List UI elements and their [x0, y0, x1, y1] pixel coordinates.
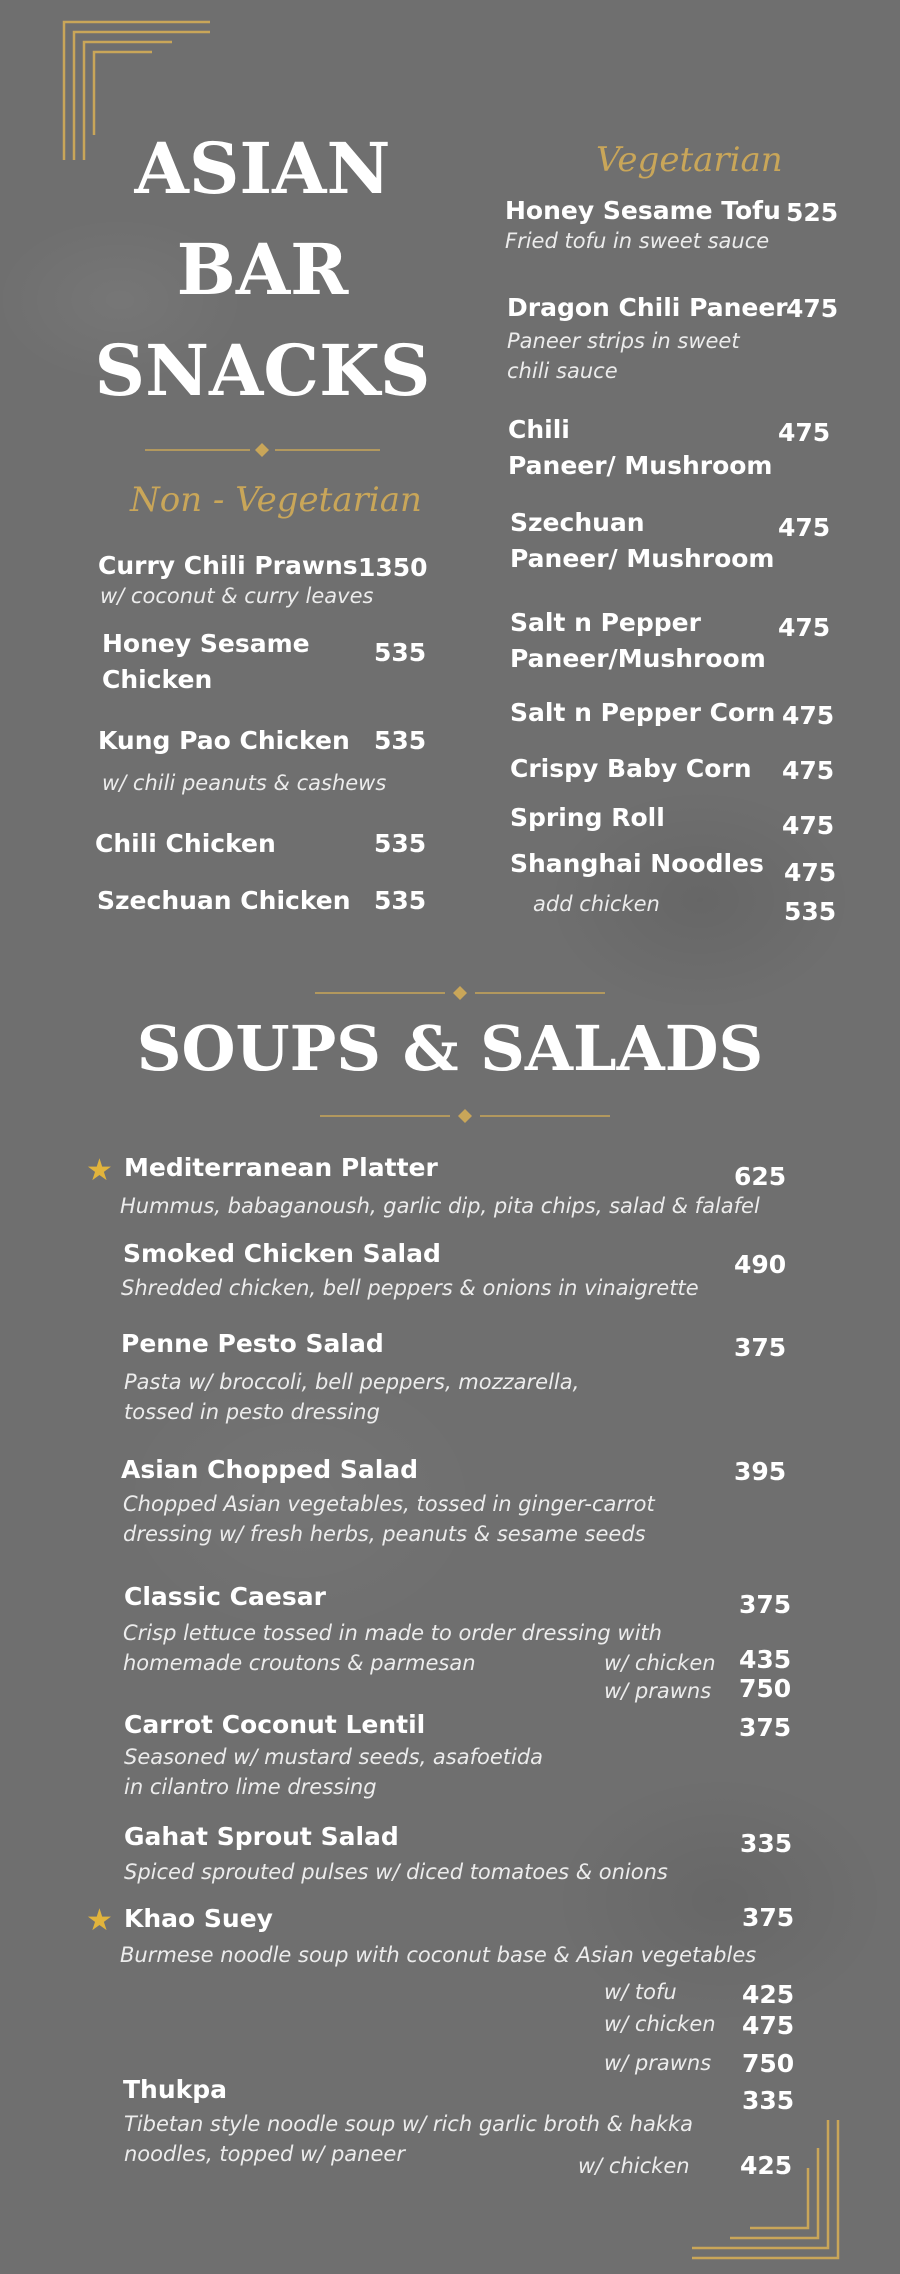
star-icon: ★	[86, 1153, 113, 1188]
dish-kung-pao-chicken: Kung Pao Chicken	[98, 726, 350, 755]
option-caesar-chicken: w/ chicken	[604, 1651, 716, 1675]
desc-khao-suey: Burmese noodle soup with coconut base & Asian vegetables	[120, 1943, 757, 1967]
price-penne-pesto-salad: 375	[734, 1333, 787, 1362]
dish-honey-sesame-tofu: Honey Sesame Tofu	[505, 196, 781, 225]
desc-classic-caesar	[123, 1618, 662, 1678]
price-asian-chopped-salad: 395	[734, 1457, 787, 1486]
option-price-caesar-chicken: 435	[739, 1645, 792, 1674]
dish-crispy-baby-corn: Crispy Baby Corn	[510, 754, 752, 783]
price-mediterranean-platter: 625	[734, 1162, 787, 1191]
desc-dragon-chili-paneer-line1: Paneer strips in sweet	[507, 329, 740, 353]
dish-curry-chili-prawns: Curry Chili Prawns	[98, 551, 358, 580]
option-caesar-prawns: w/ prawns	[604, 1679, 712, 1703]
dish-salt-n-pepper-corn: Salt n Pepper Corn	[510, 698, 776, 727]
non-veg-heading: Non - Vegetarian	[130, 480, 422, 520]
desc-penne-pesto-line1: Pasta w/ broccoli, bell peppers, mozzarella,	[124, 1370, 580, 1394]
desc-dragon-chili-paneer-line2: chili sauce	[507, 359, 618, 383]
dish-szechuan-paneer-mushroom-line1: Szechuan	[510, 508, 645, 537]
price-chili-paneer-mushroom: 475	[778, 418, 831, 447]
dish-dragon-chili-paneer: Dragon Chili Paneer	[507, 293, 788, 322]
dish-salt-n-pepper-paneer-line2: Paneer/Mushroom	[510, 644, 766, 673]
dish-honey-sesame-chicken	[102, 626, 310, 698]
dish-spring-roll: Spring Roll	[510, 803, 665, 832]
dish-salt-n-pepper-paneer-mushroom	[510, 605, 766, 677]
price-dragon-chili-paneer: 475	[786, 294, 839, 323]
title-line-3: SNACKS	[94, 329, 431, 412]
desc-asian-chopped-line2: dressing w/ fresh herbs, peanuts & sesame seeds	[123, 1522, 646, 1546]
price-classic-caesar: 375	[739, 1590, 792, 1619]
dish-carrot-coconut-lentil: Carrot Coconut Lentil	[124, 1710, 426, 1739]
dish-khao-suey: Khao Suey	[124, 1904, 273, 1933]
desc-thukpa-line1: Tibetan style noodle soup w/ rich garlic broth & hakka	[124, 2112, 693, 2136]
ornament-divider-icon	[145, 440, 380, 460]
title-line-1: ASIAN	[134, 127, 391, 210]
price-shanghai-noodles: 475	[784, 858, 837, 887]
price-khao-suey: 375	[742, 1903, 795, 1932]
addon-price-shanghai-noodles: 535	[784, 897, 837, 926]
price-honey-sesame-tofu: 525	[786, 198, 839, 227]
title-line-2: BAR	[176, 228, 349, 311]
desc-dragon-chili-paneer	[507, 326, 740, 386]
price-szechuan-paneer-mushroom: 475	[778, 513, 831, 542]
ornament-divider-icon	[315, 983, 605, 1003]
price-smoked-chicken-salad: 490	[734, 1250, 787, 1279]
dish-gahat-sprout-salad: Gahat Sprout Salad	[124, 1822, 399, 1851]
ornament-divider-icon	[320, 1106, 610, 1126]
desc-asian-chopped-salad	[123, 1489, 655, 1549]
dish-honey-sesame-chicken-line1: Honey Sesame	[102, 629, 310, 658]
option-price-khao-suey-chicken: 475	[742, 2011, 795, 2040]
dish-chili-paneer-mushroom-line2: Paneer/ Mushroom	[508, 451, 773, 480]
corner-ornament-bottom-right-icon	[690, 2118, 840, 2260]
desc-gahat-sprout-salad: Spiced sprouted pulses w/ diced tomatoes & onions	[124, 1860, 668, 1884]
option-price-khao-suey-prawns: 750	[742, 2049, 795, 2078]
soups-title: SOUPS & SALADS	[136, 1012, 764, 1085]
option-price-khao-suey-tofu: 425	[742, 1980, 795, 2009]
dish-szechuan-paneer-mushroom-line2: Paneer/ Mushroom	[510, 544, 775, 573]
price-kung-pao-chicken: 535	[374, 726, 427, 755]
price-curry-chili-prawns: 1350	[358, 553, 428, 582]
price-salt-n-pepper-corn: 475	[782, 701, 835, 730]
option-thukpa-chicken: w/ chicken	[578, 2154, 690, 2178]
price-crispy-baby-corn: 475	[782, 756, 835, 785]
option-khao-suey-prawns: w/ prawns	[604, 2051, 712, 2075]
desc-asian-chopped-line1: Chopped Asian vegetables, tossed in ginger-carrot	[123, 1492, 655, 1516]
desc-thukpa-line2: noodles, topped w/ paneer	[124, 2142, 405, 2166]
desc-curry-chili-prawns: w/ coconut & curry leaves	[100, 584, 374, 608]
dish-thukpa: Thukpa	[123, 2075, 228, 2104]
star-icon: ★	[86, 1903, 113, 1938]
dish-salt-n-pepper-paneer-line1: Salt n Pepper	[510, 608, 701, 637]
price-chili-chicken: 535	[374, 829, 427, 858]
dish-classic-caesar: Classic Caesar	[124, 1582, 326, 1611]
dish-mediterranean-platter: Mediterranean Platter	[124, 1153, 438, 1182]
option-khao-suey-tofu: w/ tofu	[604, 1980, 677, 2004]
addon-shanghai-noodles: add chicken	[533, 892, 660, 916]
desc-penne-pesto-salad	[124, 1367, 579, 1427]
dish-chili-chicken: Chili Chicken	[95, 829, 276, 858]
desc-carrot-coconut-line2: in cilantro lime dressing	[124, 1775, 377, 1799]
desc-carrot-coconut-line1: Seasoned w/ mustard seeds, asafoetida	[124, 1745, 544, 1769]
veg-heading: Vegetarian	[596, 140, 783, 180]
option-khao-suey-chicken: w/ chicken	[604, 2012, 716, 2036]
dish-chili-paneer-mushroom	[508, 412, 772, 484]
dish-smoked-chicken-salad: Smoked Chicken Salad	[123, 1239, 441, 1268]
desc-kung-pao-chicken: w/ chili peanuts & cashews	[102, 771, 387, 795]
dish-szechuan-paneer-mushroom	[510, 505, 774, 577]
price-salt-n-pepper-paneer-mushroom: 475	[778, 613, 831, 642]
dish-szechuan-chicken: Szechuan Chicken	[97, 886, 351, 915]
option-price-thukpa-chicken: 425	[740, 2151, 793, 2180]
desc-carrot-coconut-lentil	[124, 1742, 543, 1802]
desc-honey-sesame-tofu: Fried tofu in sweet sauce	[505, 229, 770, 253]
price-gahat-sprout-salad: 335	[740, 1829, 793, 1858]
price-carrot-coconut-lentil: 375	[739, 1713, 792, 1742]
desc-classic-caesar-line2: homemade croutons & parmesan	[123, 1651, 476, 1675]
desc-smoked-chicken-salad: Shredded chicken, bell peppers & onions in vinaigrette	[121, 1276, 699, 1300]
option-price-caesar-prawns: 750	[739, 1674, 792, 1703]
price-spring-roll: 475	[782, 811, 835, 840]
dish-honey-sesame-chicken-line2: Chicken	[102, 665, 213, 694]
desc-classic-caesar-line1: Crisp lettuce tossed in made to order dressing with	[123, 1621, 662, 1645]
desc-penne-pesto-line2: tossed in pesto dressing	[124, 1400, 380, 1424]
price-szechuan-chicken: 535	[374, 886, 427, 915]
dish-chili-paneer-mushroom-line1: Chili	[508, 415, 570, 444]
desc-mediterranean-platter: Hummus, babaganoush, garlic dip, pita chips, salad & falafel	[120, 1194, 760, 1218]
dish-shanghai-noodles: Shanghai Noodles	[510, 849, 764, 878]
price-honey-sesame-chicken: 535	[374, 638, 427, 667]
price-thukpa: 335	[742, 2086, 795, 2115]
dish-asian-chopped-salad: Asian Chopped Salad	[121, 1455, 419, 1484]
page-title	[70, 118, 455, 421]
dish-penne-pesto-salad: Penne Pesto Salad	[121, 1329, 384, 1358]
